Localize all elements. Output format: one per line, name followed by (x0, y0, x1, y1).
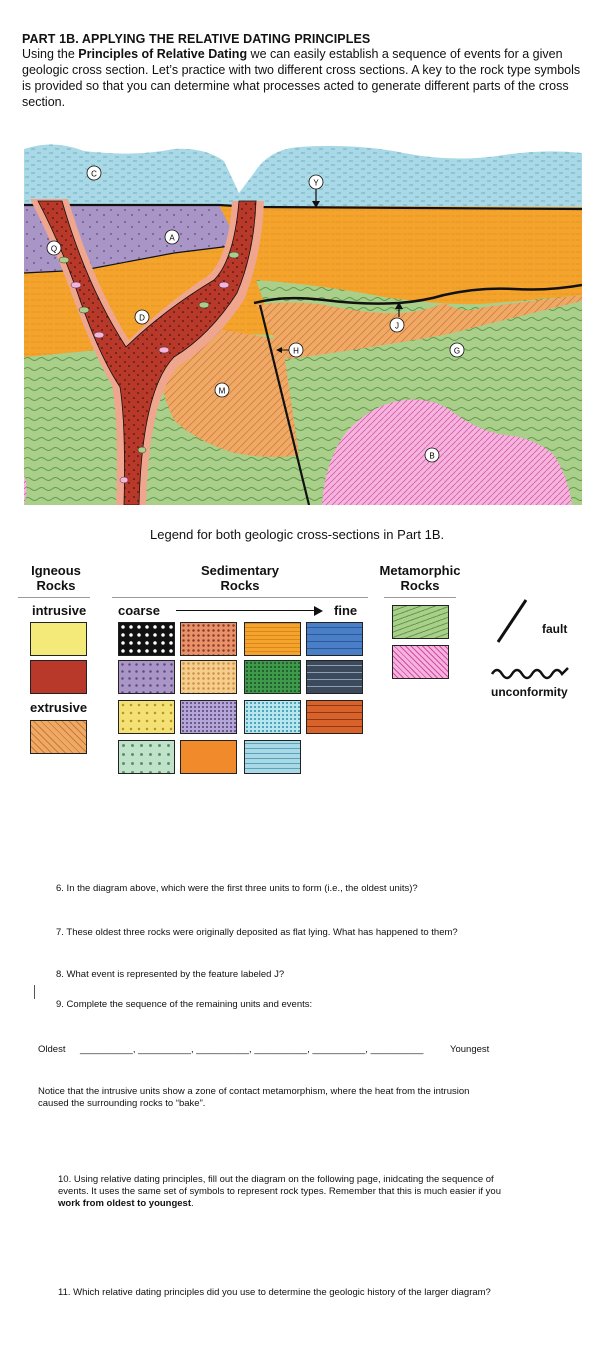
label-b (425, 448, 439, 462)
q10-text: 10. Using relative dating principles, fill out the diagram on the following page, inidcating the sequence of events. It uses the same set of symbols to represent rock types. Remember that this is much easier if you (58, 1174, 501, 1197)
question-11: 11. Which relative dating principles did you use to determine the geologic history of the larger diagram? (58, 1287, 491, 1298)
swatch-conglomerate (118, 622, 175, 656)
swatch-basalt-intrusive (30, 660, 87, 694)
metamorphic-underline (384, 597, 456, 598)
swatch-granite (30, 622, 87, 656)
swatch-sandstone-green (244, 660, 301, 694)
swatch-conglomerate-yellow (118, 700, 175, 734)
question-9: 9. Complete the sequence of the remaining units and events: (56, 999, 313, 1010)
label-q (47, 241, 61, 255)
swatch-breccia-purple (118, 660, 175, 694)
sedimentary-underline (112, 597, 368, 598)
intro-paragraph (22, 46, 582, 110)
label-g (450, 343, 464, 357)
svg-text:D: D (139, 313, 145, 323)
fault-label: fault (542, 622, 568, 636)
coarse-label: coarse (118, 603, 160, 618)
swatch-mudstone-blue (244, 740, 301, 774)
sequence-blanks[interactable]: __________, __________, __________, __________, __________, __________ (80, 1044, 424, 1055)
svg-text:J: J (395, 321, 399, 331)
swatch-extrusive (30, 720, 87, 754)
question-6: 6. In the diagram above, which were the first three units to form (i.e., the oldest units)? (56, 883, 418, 894)
svg-text:Y: Y (313, 178, 319, 188)
intrusive-label: intrusive (32, 603, 87, 618)
svg-text:B: B (429, 451, 435, 461)
unconformity-symbol-icon (488, 664, 578, 680)
fine-label: fine (334, 603, 358, 618)
question-8: 8. What event is represented by the feature labeled J? (56, 969, 285, 980)
geologic-cross-section (24, 135, 582, 505)
swatch-shale-blue (306, 622, 363, 656)
label-h (289, 343, 303, 357)
svg-text:M: M (218, 386, 226, 396)
swatch-sandstone-purple (180, 700, 237, 734)
youngest-label: Youngest (450, 1044, 490, 1055)
svg-text:H: H (293, 346, 299, 356)
swatch-sandstone-blue (244, 700, 301, 734)
sedimentary-heading: Sedimentary Rocks (200, 563, 280, 593)
oldest-label: Oldest (38, 1044, 66, 1055)
svg-text:A: A (169, 233, 175, 243)
swatch-shale-red (306, 700, 363, 734)
label-m (215, 383, 229, 397)
fault-symbol-icon (492, 596, 532, 646)
swatch-gneiss (392, 605, 449, 639)
text-cursor (34, 985, 35, 999)
igneous-underline (18, 597, 90, 598)
svg-text:C: C (91, 169, 97, 179)
swatch-conglomerate-green (118, 740, 175, 774)
extrusive-label: extrusive (30, 700, 88, 715)
label-a (165, 230, 179, 244)
page-title: PART 1B. APPLYING THE RELATIVE DATING PRINCIPLES (22, 32, 371, 46)
question-10 (58, 1174, 508, 1210)
igneous-heading: Igneous Rocks (31, 563, 81, 593)
question-7: 7. These oldest three rocks were originally deposited as flat lying. What has happened to them? (56, 927, 458, 938)
swatch-schist (392, 645, 449, 679)
swatch-shale-gray (306, 660, 363, 694)
contact-metamorphism-note: Notice that the intrusive units show a zone of contact metamorphism, where the heat from the intrusion caused the surrounding rocks to “bake”. (38, 1086, 470, 1109)
svg-text:G: G (453, 346, 461, 356)
arrow-head-icon (314, 606, 323, 616)
svg-text:Q: Q (50, 244, 58, 254)
label-c (87, 166, 101, 180)
swatch-sandstone-red (180, 622, 237, 656)
metamorphic-heading: Metamorphic Rocks (379, 563, 461, 593)
legend-title: Legend for both geologic cross-sections in Part 1B. (150, 527, 445, 542)
swatch-limestone-orange (180, 740, 237, 774)
intro-text-end: we can easily establish a sequence of events for a given geologic cross section. Let’s practice with two different cross sections. A key to the rock type symbols is provided so that you can determine what processes acted to generate different parts of the cross section. (22, 47, 581, 109)
label-d (135, 310, 149, 324)
q10-bold-text: work from oldest to youngest (58, 1198, 192, 1209)
label-j (390, 318, 404, 332)
grain-size-arrow (176, 610, 316, 611)
q10-end: . (191, 1198, 194, 1209)
intro-bold-text: Principles of Relative Dating (78, 47, 248, 61)
unconformity-label: unconformity (491, 685, 568, 699)
swatch-siltstone-orange (244, 622, 301, 656)
swatch-sandstone-tan (180, 660, 237, 694)
intro-text-start: Using the (22, 47, 79, 61)
label-y (309, 175, 323, 189)
